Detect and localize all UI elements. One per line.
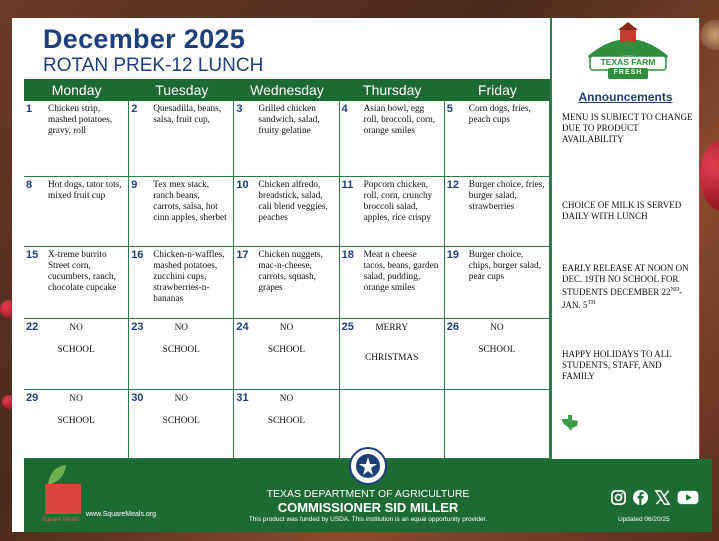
day-number: 29	[26, 392, 39, 404]
note-line-1: NO	[174, 394, 188, 404]
day-cell	[445, 319, 550, 390]
day-cell	[445, 247, 550, 319]
apple-decoration	[700, 140, 719, 210]
day-cell	[234, 247, 339, 319]
day-cell	[340, 177, 445, 247]
note-line-1: NO	[174, 323, 188, 333]
day-number: 16	[131, 249, 144, 261]
pinecone-decoration	[700, 20, 719, 50]
day-number: 22	[26, 321, 39, 333]
menu-sheet	[12, 18, 700, 532]
menu-text: Quesadilla, beans, salsa, fruit cup,	[153, 104, 222, 125]
square-meals-logo	[45, 484, 81, 514]
calendar-grid	[24, 101, 550, 459]
day-number: 12	[446, 179, 460, 191]
day-cell	[340, 101, 445, 177]
footer	[24, 459, 712, 532]
day-cell	[234, 101, 339, 177]
day-cell	[129, 319, 234, 390]
commissioner-name: COMMISSIONER SID MILLER	[277, 500, 459, 515]
note-line-2: SCHOOL	[57, 416, 95, 426]
day-number: 11	[341, 179, 354, 191]
day-wednesday: Wednesday	[250, 82, 324, 98]
page-title: December 2025	[43, 24, 246, 54]
menu-text: Chicken strip, mashed potatoes, gravy, roll	[48, 104, 113, 136]
menu-text: Chicken alfredo, breadstick, salad, cali blend veggies, peaches	[258, 180, 328, 223]
day-cell	[234, 390, 339, 459]
day-cell	[234, 319, 339, 390]
menu-text: Grilled chicken sandwich, salad, fruity gelatine	[258, 104, 320, 136]
note-line-1: NO	[279, 323, 294, 333]
note-line-1: MERRY	[375, 323, 408, 333]
day-number: 23	[131, 321, 144, 333]
day-number: 17	[236, 249, 249, 261]
note-line-2: SCHOOL	[162, 416, 200, 426]
day-number: 19	[446, 249, 460, 261]
funding-statement: This product was funded by USDA. This institution is an equal opportunity provider.	[248, 516, 488, 523]
note-line-1: NO	[279, 394, 294, 404]
day-cell	[445, 390, 550, 459]
menu-text: Burger choice, chips, burger salad, pear cups	[468, 250, 541, 282]
updated-date: Updated 06/20/25	[618, 516, 670, 523]
menu-text: Asian bowl, egg roll, broccoli, corn, orange smiles	[363, 104, 436, 136]
menu-text: Hot dogs, tator tots, mixed fruit cup	[48, 180, 122, 201]
day-cell	[129, 101, 234, 177]
note-line-2: SCHOOL	[267, 345, 306, 355]
website-link[interactable]: www.SquareMeals.org	[86, 511, 157, 518]
note-line-2: SCHOOL	[57, 345, 95, 355]
day-cell	[445, 177, 550, 247]
day-monday: Monday	[51, 82, 102, 98]
logo-text-bottom: FRESH	[613, 69, 643, 76]
menu-text: Chicken nuggets, mac-n-cheese, carrots, squash, grapes	[258, 250, 323, 293]
day-cell	[445, 101, 550, 177]
day-cell	[129, 247, 234, 319]
day-tuesday: Tuesday	[155, 82, 209, 98]
day-number: 1	[26, 103, 33, 115]
note-line-1: NO	[69, 394, 83, 404]
note-line-1: NO	[490, 323, 504, 333]
page-subtitle: ROTAN PREK-12 LUNCH	[43, 55, 264, 76]
day-cell	[24, 177, 129, 247]
note-line-2: CHRISTMAS	[365, 353, 419, 363]
announcements-panel	[550, 18, 700, 459]
menu-text: X-treme burrito Street corn, cucumbers, ranch, chocolate cupcake	[48, 250, 117, 293]
logo-text-top: TEXAS FARM	[600, 57, 656, 67]
department-name: TEXAS DEPARTMENT OF AGRICULTURE	[266, 488, 470, 500]
day-cell	[340, 247, 445, 319]
day-cell	[24, 319, 129, 390]
announcement-item: CHOICE OF MILK IS SERVED DAILY WITH LUNCH	[562, 200, 682, 221]
day-cell	[24, 390, 129, 459]
day-cell	[129, 177, 234, 247]
announcements-title: Announcements	[578, 90, 673, 104]
day-number: 25	[341, 321, 354, 333]
day-number: 2	[131, 103, 138, 115]
day-number: 15	[26, 249, 39, 261]
day-number: 5	[446, 103, 453, 115]
weekday-header	[24, 79, 550, 101]
day-cell	[24, 247, 129, 319]
instagram-icon[interactable]	[610, 489, 627, 506]
day-number: 8	[26, 179, 33, 191]
announcement-item: HAPPY HOLIDAYS TO ALL STUDENTS, STAFF, AND FAMILY	[562, 349, 672, 381]
menu-text: Popcorn chicken, roll, corn, crunchy broccoli salad, apples, rice crispy	[363, 180, 433, 223]
facebook-icon[interactable]	[632, 489, 649, 506]
texas-map-icon	[561, 415, 579, 431]
note-line-2: SCHOOL	[267, 416, 306, 426]
brand-label: Square Meals	[42, 517, 80, 523]
x-twitter-icon[interactable]	[654, 489, 671, 506]
day-number: 24	[236, 321, 249, 333]
menu-text: Chicken-n-waffles, mashed potatoes, zucchini cups, strawberries-n-bananas	[153, 250, 225, 304]
tda-seal-icon	[349, 447, 387, 485]
day-thursday: Thursday	[363, 82, 422, 98]
announcement-item: MENU IS SUBJECT TO CHANGE DUE TO PRODUCT AVAILABILITY	[562, 112, 693, 144]
menu-text: Corn dogs, fries, peach cups	[468, 104, 531, 125]
day-number: 26	[446, 321, 460, 333]
day-number: 30	[131, 392, 144, 404]
day-cell	[24, 101, 129, 177]
day-cell	[129, 390, 234, 459]
youtube-icon[interactable]	[676, 489, 700, 506]
note-line-1: NO	[69, 323, 83, 333]
day-number: 4	[341, 103, 348, 115]
day-number: 3	[236, 103, 243, 115]
menu-text: Tex mex stack, ranch beans, carrots, salsa, hot cinn apples, sherbet	[153, 180, 227, 223]
day-number: 31	[236, 392, 249, 404]
menu-text: Burger choice, fries, burger salad, strawberries	[468, 180, 545, 212]
day-number: 18	[341, 249, 354, 261]
day-number: 10	[236, 179, 249, 191]
announcement-item: EARLY RELEASE AT NOON ON DEC. 19TH NO SCHOOL FOR STUDENTS DECEMBER 22ND-JAN. 5TH	[562, 263, 689, 310]
day-number: 9	[131, 179, 138, 191]
day-cell	[340, 319, 445, 390]
day-cell	[234, 177, 339, 247]
note-line-2: SCHOOL	[478, 345, 516, 355]
day-friday: Friday	[477, 82, 517, 98]
note-line-2: SCHOOL	[162, 345, 200, 355]
menu-text: Meat n cheese tacos, beans, garden salad, pudding, orange smiles	[363, 250, 439, 293]
